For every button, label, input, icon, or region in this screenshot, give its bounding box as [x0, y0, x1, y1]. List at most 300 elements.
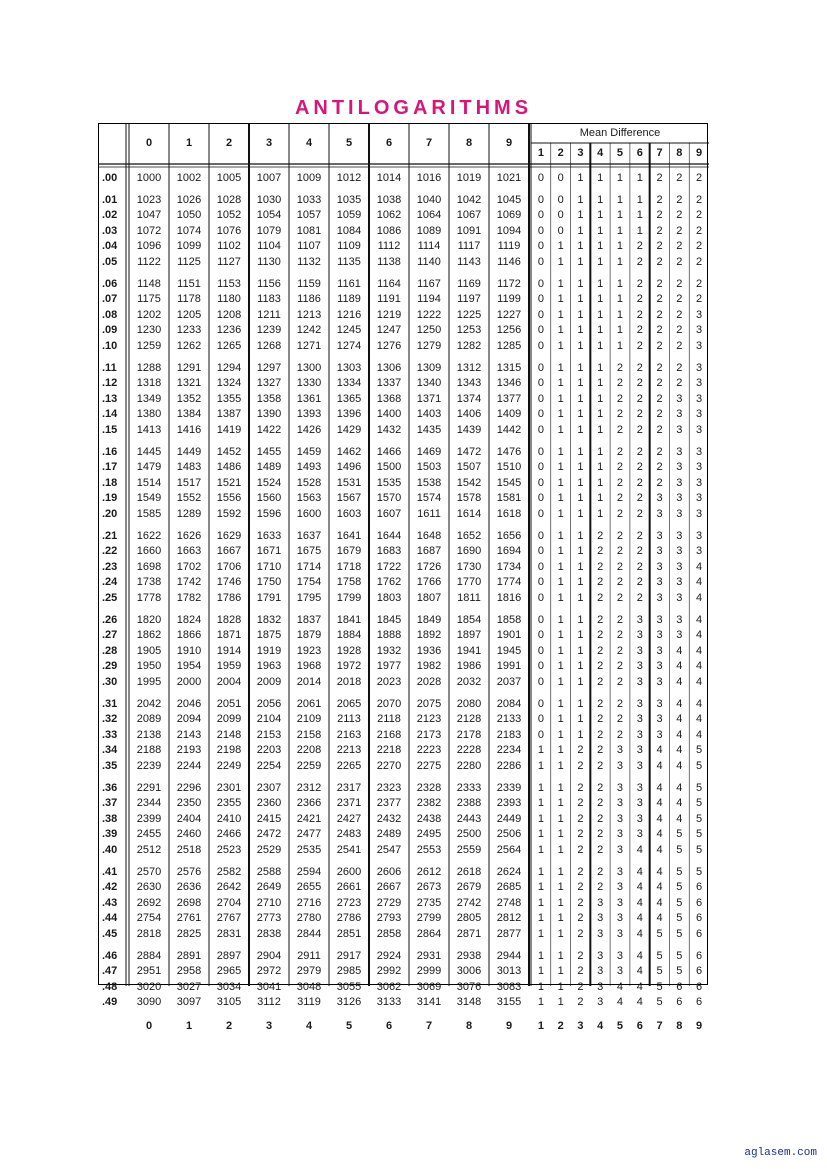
table-cell: 1300 [296, 361, 322, 374]
table-cell: 1054 [256, 209, 282, 222]
table-cell: 2265 [336, 760, 362, 772]
table-cell: 2350 [176, 797, 202, 810]
mean-difference-column-footer: 9 [696, 1020, 703, 1032]
table-cell: 2506 [496, 828, 522, 841]
table-cell: 1545 [496, 476, 522, 489]
table-cell: 1213 [296, 308, 322, 321]
table-cell: 1282 [456, 340, 482, 352]
table-cell: 1429 [336, 424, 362, 436]
table-cell: 1178 [177, 293, 201, 306]
column-header: 6 [385, 137, 393, 149]
table-cell: 2228 [456, 744, 482, 757]
mean-difference-cell: 0 [537, 324, 544, 337]
mean-difference-column-header: 1 [537, 147, 544, 159]
table-cell: 1094 [496, 224, 522, 237]
mean-difference-cell: 1 [537, 865, 544, 878]
mean-difference-cell: 1 [597, 308, 604, 321]
table-cell: 1413 [136, 424, 162, 436]
table-cell: 1194 [417, 293, 441, 306]
mean-difference-cell: 0 [537, 545, 544, 558]
mean-difference-cell: 0 [537, 172, 544, 184]
table-cell: 1245 [336, 324, 362, 337]
mean-difference-cell: 3 [656, 728, 663, 741]
mean-difference-cell: 3 [656, 697, 663, 710]
table-cell: 1057 [296, 209, 322, 222]
row-label: .07 [102, 293, 118, 306]
mean-difference-cell: 3 [676, 576, 683, 589]
table-cell: 1002 [176, 172, 202, 184]
table-cell: 1656 [496, 529, 522, 542]
table-cell: 3148 [456, 996, 482, 1009]
mean-difference-cell: 3 [636, 812, 643, 825]
row-label: .15 [102, 424, 118, 436]
mean-difference-cell: 1 [557, 744, 564, 757]
table-cell: 1122 [137, 256, 161, 268]
table-cell: 1968 [296, 660, 322, 673]
table-cell: 1069 [496, 209, 522, 222]
table-cell: 2624 [496, 865, 522, 878]
table-cell: 1096 [136, 240, 162, 253]
table-cell: 1585 [136, 508, 162, 520]
table-cell: 1995 [136, 676, 162, 688]
table-cell: 1052 [216, 209, 242, 222]
mean-difference-cell: 2 [636, 256, 643, 268]
mean-difference-cell: 3 [656, 660, 663, 673]
mean-difference-cell: 3 [597, 996, 604, 1009]
table-cell: 1172 [497, 277, 521, 290]
table-cell: 1159 [297, 277, 321, 290]
mean-difference-cell: 1 [597, 445, 604, 458]
table-cell: 1963 [256, 660, 282, 673]
table-cell: 1507 [456, 461, 482, 474]
mean-difference-cell: 2 [616, 529, 624, 542]
mean-difference-cell: 3 [676, 592, 683, 604]
mean-difference-cell: 2 [676, 324, 683, 337]
table-cell: 3090 [136, 996, 162, 1009]
mean-difference-cell: 1 [577, 644, 584, 657]
table-cell: 1503 [416, 461, 442, 474]
mean-difference-cell: 1 [577, 256, 584, 268]
table-cell: 2388 [456, 797, 482, 810]
table-cell: 1567 [336, 492, 362, 505]
row-label: .01 [102, 193, 118, 206]
mean-difference-cell: 3 [676, 560, 683, 573]
table-cell: 2042 [136, 697, 162, 710]
mean-difference-cell: 0 [537, 613, 544, 626]
mean-difference-cell: 3 [696, 445, 703, 458]
table-cell: 3062 [376, 980, 402, 993]
mean-difference-cell: 2 [597, 760, 604, 772]
mean-difference-cell: 5 [676, 828, 683, 841]
table-cell: 2051 [216, 697, 242, 710]
mean-difference-cell: 5 [696, 828, 703, 841]
table-cell: 1291 [176, 361, 202, 374]
mean-difference-cell: 2 [656, 424, 663, 436]
table-cell: 1384 [176, 408, 202, 421]
table-cell: 2606 [376, 865, 402, 878]
mean-difference-cell: 4 [676, 676, 683, 688]
table-cell: 3020 [136, 980, 162, 993]
mean-difference-cell: 2 [636, 560, 643, 573]
table-cell: 2938 [456, 949, 482, 962]
table-cell: 2000 [176, 676, 202, 688]
table-cell: 1324 [216, 377, 242, 390]
mean-difference-cell: 1 [537, 744, 544, 757]
table-cell: 1167 [417, 277, 441, 290]
table-cell: 1265 [216, 340, 242, 352]
mean-difference-cell: 3 [696, 324, 703, 337]
mean-difference-cell: 1 [616, 256, 624, 268]
row-label: .39 [102, 828, 118, 841]
mean-difference-cell: 2 [577, 797, 584, 810]
mean-difference-cell: 1 [597, 392, 604, 405]
mean-difference-column-footer: 5 [616, 1020, 624, 1032]
mean-difference-cell: 2 [616, 392, 624, 405]
table-cell: 1862 [136, 629, 162, 642]
table-cell: 1936 [416, 644, 442, 657]
mean-difference-cell: 2 [636, 377, 643, 390]
mean-difference-cell: 2 [656, 308, 663, 321]
table-cell: 2553 [416, 844, 442, 856]
table-cell: 1832 [256, 613, 282, 626]
table-cell: 1202 [136, 308, 162, 321]
mean-difference-cell: 6 [696, 980, 703, 993]
table-cell: 1581 [496, 492, 522, 505]
mean-difference-cell: 2 [696, 209, 703, 222]
mean-difference-cell: 3 [636, 676, 643, 688]
table-cell: 1175 [137, 293, 161, 306]
table-cell: 1754 [296, 576, 322, 589]
table-cell: 2685 [496, 881, 522, 894]
table-cell: 1197 [457, 293, 481, 306]
table-cell: 1191 [377, 293, 401, 306]
mean-difference-cell: 3 [616, 812, 624, 825]
mean-difference-cell: 1 [557, 324, 564, 337]
mean-difference-cell: 4 [696, 713, 703, 726]
table-cell: 1365 [336, 392, 362, 405]
mean-difference-cell: 1 [557, 797, 564, 810]
mean-difference-cell: 2 [676, 377, 683, 390]
table-cell: 1552 [176, 492, 202, 505]
table-cell: 3097 [176, 996, 202, 1009]
mean-difference-cell: 2 [577, 844, 584, 856]
mean-difference-cell: 2 [597, 529, 604, 542]
table-cell: 1954 [176, 660, 202, 673]
mean-difference-cell: 3 [636, 781, 643, 794]
table-cell: 2128 [456, 713, 482, 726]
row-label: .06 [102, 277, 118, 290]
mean-difference-cell: 6 [696, 928, 703, 940]
mean-difference-column-footer: 8 [676, 1020, 683, 1032]
mean-difference-cell: 0 [537, 392, 544, 405]
table-cell: 1143 [457, 256, 481, 268]
mean-difference-cell: 1 [577, 293, 584, 306]
table-cell: 1452 [216, 445, 242, 458]
mean-difference-cell: 2 [636, 277, 643, 290]
mean-difference-cell: 1 [557, 996, 564, 1009]
mean-difference-cell: 3 [616, 760, 624, 772]
table-cell: 1799 [336, 592, 362, 604]
mean-difference-cell: 2 [676, 256, 683, 268]
table-cell: 1099 [176, 240, 202, 253]
table-cell: 2014 [296, 676, 322, 688]
table-cell: 1180 [217, 293, 241, 306]
mean-difference-cell: 5 [656, 996, 663, 1009]
mean-difference-cell: 0 [537, 476, 544, 489]
table-cell: 1205 [176, 308, 202, 321]
table-cell: 2698 [176, 896, 202, 909]
mean-difference-cell: 2 [616, 361, 624, 374]
mean-difference-cell: 3 [676, 545, 683, 558]
table-cell: 2198 [216, 744, 242, 757]
table-cell: 2649 [256, 881, 282, 894]
mean-difference-cell: 0 [537, 340, 544, 352]
table-cell: 1374 [456, 392, 482, 405]
mean-difference-cell: 1 [577, 713, 584, 726]
table-cell: 2213 [336, 744, 362, 757]
mean-difference-cell: 2 [616, 660, 624, 673]
mean-difference-cell: 0 [537, 209, 544, 222]
table-cell: 1239 [256, 324, 282, 337]
mean-difference-cell: 4 [676, 713, 683, 726]
table-cell: 1107 [297, 240, 321, 253]
mean-difference-cell: 1 [557, 508, 564, 520]
table-cell: 2208 [296, 744, 322, 757]
mean-difference-cell: 1 [577, 340, 584, 352]
table-cell: 1570 [376, 492, 402, 505]
table-cell: 1040 [416, 193, 442, 206]
table-cell: 2275 [416, 760, 442, 772]
table-cell: 1156 [257, 277, 281, 290]
table-cell: 2065 [336, 697, 362, 710]
mean-difference-cell: 2 [656, 256, 663, 268]
table-cell: 1637 [296, 529, 322, 542]
mean-difference-cell: 2 [597, 881, 604, 894]
table-cell: 1079 [256, 224, 282, 237]
table-cell: 3105 [216, 996, 242, 1009]
table-cell: 1371 [416, 392, 442, 405]
mean-difference-cell: 1 [537, 949, 544, 962]
table-cell: 2460 [176, 828, 202, 841]
row-label: .40 [102, 844, 118, 856]
mean-difference-cell: 2 [616, 508, 624, 520]
mean-difference-cell: 1 [557, 980, 564, 993]
table-cell: 1135 [337, 256, 361, 268]
mean-difference-cell: 1 [577, 613, 584, 626]
mean-difference-cell: 0 [537, 629, 544, 642]
table-cell: 3055 [336, 980, 362, 993]
table-cell: 1340 [416, 377, 442, 390]
table-cell: 1633 [256, 529, 282, 542]
table-cell: 1746 [216, 576, 242, 589]
mean-difference-cell: 3 [676, 408, 683, 421]
table-cell: 1535 [376, 476, 402, 489]
table-cell: 1496 [336, 461, 362, 474]
mean-difference-cell: 2 [597, 797, 604, 810]
mean-difference-cell: 1 [537, 896, 544, 909]
table-cell: 2793 [376, 912, 402, 925]
table-cell: 1706 [216, 560, 242, 573]
mean-difference-cell: 1 [557, 392, 564, 405]
mean-difference-cell: 1 [577, 240, 584, 253]
table-cell: 1019 [456, 172, 482, 184]
row-label: .11 [102, 361, 117, 374]
table-cell: 2512 [136, 844, 162, 856]
table-cell: 2153 [256, 728, 282, 741]
table-cell: 1271 [296, 340, 322, 352]
table-cell: 1786 [216, 592, 242, 604]
mean-difference-cell: 4 [676, 812, 683, 825]
table-cell: 1104 [257, 240, 281, 253]
mean-difference-column-header: 5 [616, 147, 624, 159]
table-cell: 2564 [496, 844, 522, 856]
column-header: 9 [505, 137, 513, 149]
column-footer: 1 [185, 1020, 193, 1032]
mean-difference-cell: 2 [636, 592, 643, 604]
mean-difference-cell: 1 [577, 660, 584, 673]
mean-difference-cell: 4 [656, 844, 663, 856]
table-cell: 1738 [136, 576, 162, 589]
table-cell: 2109 [296, 713, 322, 726]
table-cell: 1355 [216, 392, 242, 405]
table-cell: 1146 [497, 256, 521, 268]
column-header: 3 [265, 137, 273, 149]
mean-difference-cell: 0 [537, 728, 544, 741]
row-label: .32 [102, 713, 118, 726]
table-cell: 1500 [376, 461, 402, 474]
mean-difference-cell: 4 [636, 865, 643, 878]
mean-difference-cell: 4 [696, 576, 703, 589]
table-cell: 1795 [296, 592, 322, 604]
table-cell: 1472 [456, 445, 482, 458]
table-cell: 2080 [456, 697, 482, 710]
row-label: .49 [102, 996, 118, 1009]
table-cell: 2371 [336, 797, 362, 810]
mean-difference-cell: 3 [616, 965, 624, 978]
table-cell: 1718 [336, 560, 362, 573]
table-cell: 1030 [256, 193, 282, 206]
mean-difference-cell: 2 [616, 445, 624, 458]
mean-difference-cell: 3 [696, 492, 703, 505]
table-cell: 1247 [376, 324, 402, 337]
mean-difference-cell: 3 [696, 361, 703, 374]
row-label: .43 [102, 896, 118, 909]
mean-difference-cell: 3 [636, 629, 643, 642]
mean-difference-cell: 1 [597, 476, 604, 489]
mean-difference-column-header: 9 [696, 147, 703, 159]
row-label: .12 [102, 377, 118, 390]
table-cell: 1059 [336, 209, 362, 222]
mean-difference-cell: 3 [636, 613, 643, 626]
table-cell: 1884 [336, 629, 362, 642]
table-cell: 1618 [496, 508, 522, 520]
table-cell: 2871 [456, 928, 482, 940]
table-cell: 2323 [376, 781, 402, 794]
table-cell: 2173 [416, 728, 442, 741]
table-cell: 1346 [496, 377, 522, 390]
row-label: .16 [102, 445, 118, 458]
mean-difference-cell: 2 [616, 613, 624, 626]
table-cell: 3041 [256, 980, 282, 993]
mean-difference-cell: 2 [676, 293, 683, 306]
mean-difference-cell: 5 [676, 896, 683, 909]
mean-difference-cell: 3 [696, 308, 703, 321]
table-cell: 1879 [296, 629, 322, 642]
mean-difference-cell: 1 [557, 308, 564, 321]
table-cell: 1035 [336, 193, 362, 206]
mean-difference-cell: 2 [616, 560, 624, 573]
mean-difference-cell: 2 [577, 881, 584, 894]
table-cell: 2113 [337, 713, 361, 726]
mean-difference-cell: 3 [616, 844, 624, 856]
table-cell: 1000 [136, 172, 162, 184]
table-cell: 3069 [416, 980, 442, 993]
table-cell: 1824 [176, 613, 202, 626]
mean-difference-cell: 4 [696, 728, 703, 741]
table-cell: 1352 [176, 392, 202, 405]
table-cell: 2786 [336, 912, 362, 925]
table-cell: 2825 [176, 928, 202, 940]
table-cell: 1377 [496, 392, 522, 405]
table-cell: 1574 [416, 492, 442, 505]
mean-difference-cell: 1 [636, 224, 643, 237]
table-cell: 1483 [176, 461, 202, 474]
mean-difference-cell: 0 [537, 576, 544, 589]
mean-difference-cell: 1 [537, 760, 544, 772]
table-cell: 1652 [456, 529, 482, 542]
table-cell: 2767 [216, 912, 242, 925]
row-label: .19 [102, 492, 118, 505]
mean-difference-cell: 3 [656, 508, 663, 520]
table-cell: 1455 [256, 445, 282, 458]
mean-difference-cell: 3 [656, 629, 663, 642]
table-cell: 1648 [416, 529, 442, 542]
table-cell: 1486 [216, 461, 242, 474]
mean-difference-cell: 1 [616, 172, 624, 184]
table-cell: 3027 [176, 980, 202, 993]
column-footer: 6 [385, 1020, 393, 1032]
mean-difference-cell: 2 [577, 996, 584, 1009]
mean-difference-cell: 1 [577, 377, 584, 390]
mean-difference-cell: 1 [557, 713, 564, 726]
table-cell: 3076 [456, 980, 482, 993]
table-cell: 2582 [216, 865, 242, 878]
table-cell: 2931 [416, 949, 442, 962]
mean-difference-cell: 0 [537, 193, 544, 206]
mean-difference-cell: 3 [676, 461, 683, 474]
table-cell: 2838 [256, 928, 282, 940]
table-cell: 2716 [296, 896, 322, 909]
table-cell: 1189 [337, 293, 361, 306]
mean-difference-cell: 2 [577, 760, 584, 772]
table-cell: 1303 [336, 361, 362, 374]
table-cell: 2259 [296, 760, 322, 772]
table-cell: 1549 [136, 492, 162, 505]
row-label: .09 [102, 324, 118, 337]
table-cell: 1614 [456, 508, 482, 520]
mean-difference-cell: 5 [676, 928, 683, 940]
table-cell: 2877 [496, 928, 522, 940]
mean-difference-cell: 4 [696, 629, 703, 642]
mean-difference-cell: 2 [676, 224, 683, 237]
mean-difference-cell: 4 [616, 980, 624, 993]
mean-difference-cell: 1 [537, 912, 544, 925]
mean-difference-cell: 1 [577, 224, 584, 237]
mean-difference-cell: 2 [676, 172, 683, 184]
table-cell: 2594 [296, 865, 322, 878]
table-cell: 1130 [257, 256, 281, 268]
table-cell: 1276 [376, 340, 402, 352]
